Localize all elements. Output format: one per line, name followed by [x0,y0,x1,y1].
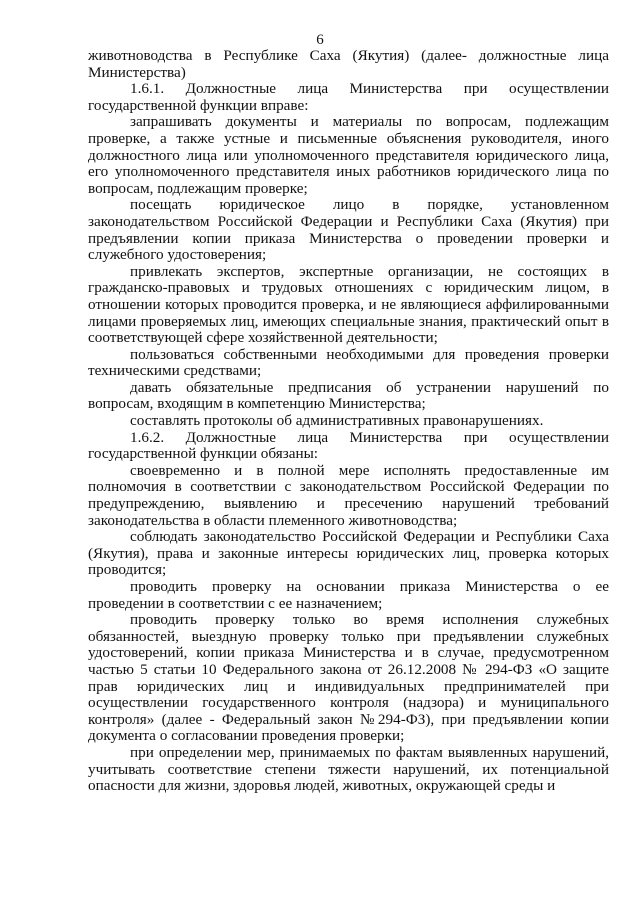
paragraph: проводить проверку только во время исполнения служебных обязанностей, выездную проверку только при предъявлении служебных удостоверений, копии приказа Министерства и в случае, предусмотренном частью 5 статьи 10 Федерального закона от 26.12.2008 № 294-ФЗ «О защите прав юридических лиц и индивидуальных предпринимателей при осуществлении государственного контроля (надзора) и муниципального контроля» (далее - Федеральный закон №294-ФЗ), при предъявлении копии документа о согласовании проведения проверки; [88,611,609,745]
document-body [88,48,609,795]
paragraph: соблюдать законодательство Российской Федерации и Республики Саха (Якутия), права и законные интересы юридических лиц, проверка которых проводится; [88,528,609,579]
paragraph: посещать юридическое лицо в порядке, установленном законодательством Российской Федерации и Республики Саха (Якутия) при предъявлении копии приказа Министерства о проведении проверки и служебного удостоверения; [88,196,609,264]
paragraph-continuation: животноводства в Республике Саха (Якутия) (далее- должностные лица Министерства) [88,47,609,81]
paragraph: запрашивать документы и материалы по вопросам, подлежащим проверке, а также устные и письменные объяснения руководителя, иного должностного лица или уполномоченного представителя юридического лица, его уполномоченного представителя иных работников юридического лица по вопросам, подлежащим проверке; [88,113,609,197]
paragraph: пользоваться собственными необходимыми для проведения проверки техническими средствами; [88,345,609,380]
paragraph: проводить проверку на основании приказа Министерства о ее проведении в соответствии с ее назначением; [88,578,609,612]
page-number: 6 [316,32,324,48]
paragraph: при определении мер, принимаемых по фактам выявленных нарушений, учитывать соответствие степени тяжести нарушений, их потенциальной опасности для жизни, здоровья людей, животных, окружающей среды и [88,743,609,795]
paragraph: своевременно и в полной мере исполнять предоставленные им полномочия в соответствии с законодательством Российской Федерации по предупреждению, выявлению и пресечению нарушений требований законодательства в области племенного животноводства; [88,461,609,529]
clause-1-6-1: 1.6.1. Должностные лица Министерства при осуществлении государственной функции вправе: [88,80,609,114]
paragraph: составлять протоколы об административных правонарушениях. [130,412,544,430]
paragraph: привлекать экспертов, экспертные организации, не состоящих в гражданско-правовых и трудовых отношениях с юридическим лицом, в отношении которых проводится проверка, и не являющиеся аффилированными лицами проверяемых лиц, имеющих специальные знания, практический опыт в соответствующей сфере хозяйственной деятельности; [88,262,609,347]
clause-1-6-2: 1.6.2. Должностные лица Министерства при осуществлении государственной функции обязаны: [88,428,609,463]
paragraph: давать обязательные предписания об устранении нарушений по вопросам, входящим в компетенцию Министерства; [88,378,609,413]
